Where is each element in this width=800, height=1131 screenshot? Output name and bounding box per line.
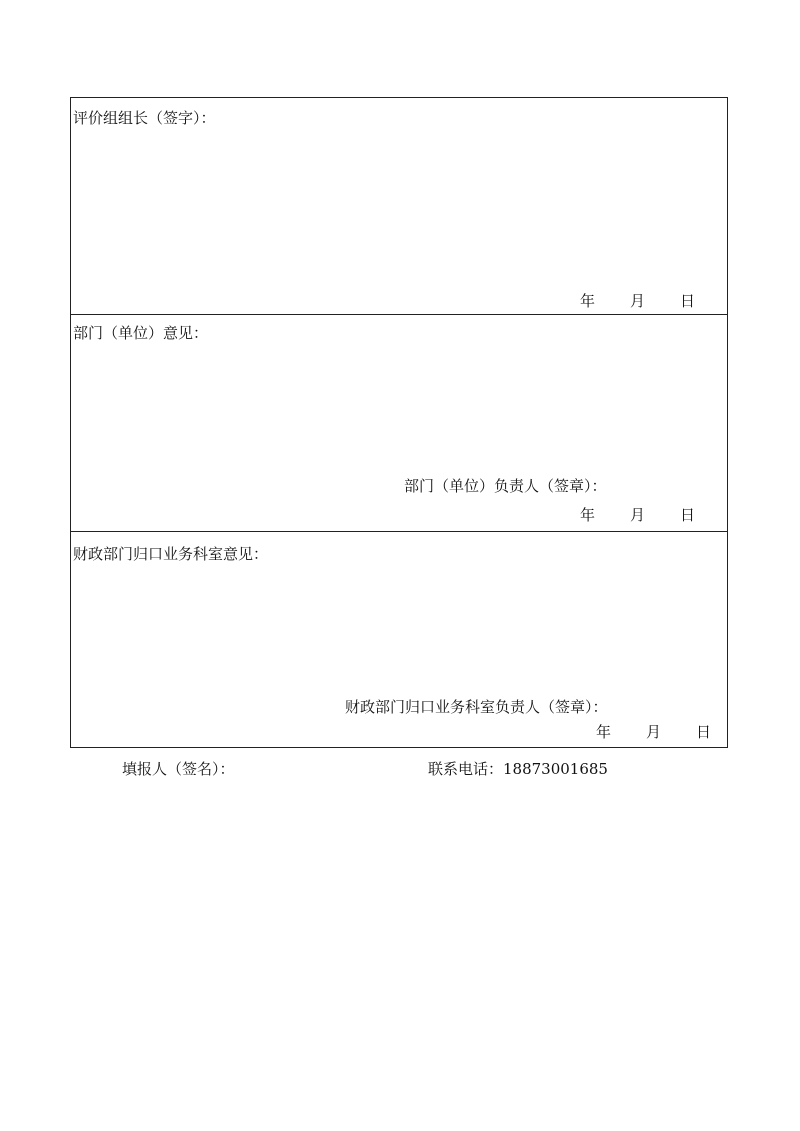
filler-signature-label: 填报人（签名）： [122,760,235,778]
approval-form-table [70,97,728,748]
date-year: 年 [596,723,612,741]
date-day: 日 [680,292,696,310]
department-opinion-section [71,315,727,532]
department-opinion-label: 部门（单位）意见： [73,324,209,342]
date-day: 日 [696,723,712,741]
date-day: 日 [680,506,696,524]
evaluation-leader-label: 评价组组长（签字）： [73,109,216,127]
date-month: 月 [646,723,662,741]
contact-phone: 联系电话：18873001685 [428,760,608,778]
department-head-signature-label: 部门（单位）负责人（签章）： [404,477,607,495]
finance-office-opinion-label: 财政部门归口业务科室意见： [73,545,269,563]
date-month: 月 [630,292,646,310]
date-year: 年 [580,292,596,310]
date-year: 年 [580,506,596,524]
evaluation-leader-section [71,98,727,315]
finance-office-head-signature-label: 财政部门归口业务科室负责人（签章）： [345,698,608,716]
finance-office-opinion-section [71,532,727,747]
date-month: 月 [630,506,646,524]
